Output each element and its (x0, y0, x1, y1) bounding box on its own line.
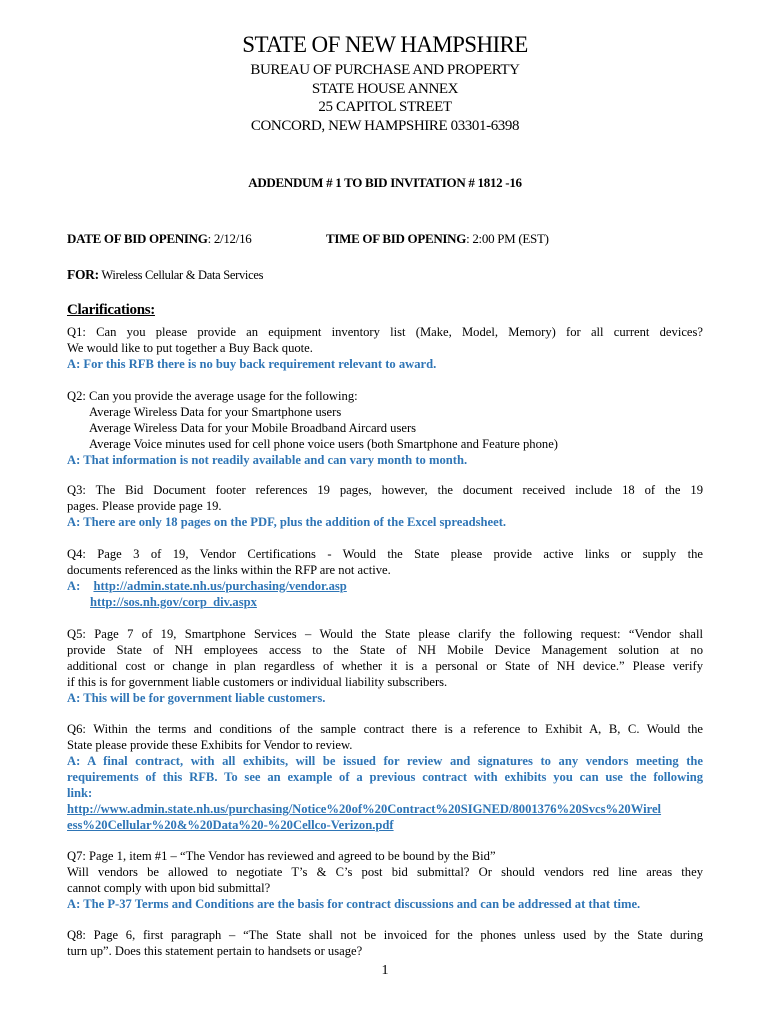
addendum-title: ADDENDUM # 1 TO BID INVITATION # 1812 -16 (248, 175, 522, 190)
contract-link-part-1[interactable]: http://www.admin.state.nh.us/purchasing/Notice%20of%20Contract%20SIGNED/8001376%20Svcs%20Wirel (67, 802, 662, 816)
document-title: STATE OF NEW HAMPSHIRE (242, 32, 528, 57)
answer-text: A: For this RFB there is no buy back requirement relevant to award. (67, 357, 437, 371)
question-text: Q4: Page 3 of 19, Vendor Certifications - Would the State please provide active links or supply the (67, 547, 703, 561)
annex-line: STATE HOUSE ANNEX (311, 81, 459, 97)
answer-text: A: That information is not readily available and can vary month to month. (67, 453, 468, 467)
question-text: documents referenced as the links within the RFP are not active. (67, 563, 391, 577)
question-7 (67, 848, 703, 912)
for-line (67, 267, 263, 283)
corp-div-link[interactable]: http://sos.nh.gov/corp_div.aspx (90, 595, 257, 609)
question-text: if this is for government liable customers or individual liability subscribers. (67, 675, 448, 689)
page-number: 1 (381, 963, 389, 978)
question-text: cannot comply with upon bid submittal? (67, 881, 271, 895)
question-text: Q3: The Bid Document footer references 19 pages, however, the document received include 18 of the 19 (67, 483, 703, 497)
question-text: Q2: Can you provide the average usage for the following: (67, 389, 358, 403)
question-text: pages. Please provide page 19. (67, 499, 222, 513)
for-value: Wireless Cellular & Data Services (98, 268, 264, 282)
bid-opening-date (67, 231, 251, 247)
bureau-line: BUREAU OF PURCHASE AND PROPERTY (250, 62, 520, 78)
question-text: Will vendors be allowed to negotiate T’s & C’s post bid submittal? Or should vendors red line areas they (67, 865, 703, 879)
question-text: Q6: Within the terms and conditions of the sample contract there is a reference to Exhibit A, B, C. Would the (67, 722, 703, 736)
list-item: Average Wireless Data for your Mobile Broadband Aircard users (89, 421, 417, 435)
question-text: Q8: Page 6, first paragraph – “The State shall not be invoiced for the phones unless used by the State during (67, 928, 703, 942)
vendor-link[interactable]: http://admin.state.nh.us/purchasing/vendor.asp (93, 579, 347, 593)
answer-text: link: (67, 786, 93, 800)
contract-link-part-2[interactable]: ess%20Cellular%20&%20Data%20-%20Cellco-Verizon.pdf (67, 818, 394, 832)
question-4 (67, 546, 703, 610)
answer-links (67, 578, 703, 594)
question-text: We would like to put together a Buy Back quote. (67, 341, 313, 355)
bid-opening-date-label: DATE OF BID OPENING (67, 231, 208, 246)
question-text: Q7: Page 1, item #1 – “The Vendor has reviewed and agreed to be bound by the Bid” (67, 849, 496, 863)
question-1 (67, 324, 703, 372)
question-2 (67, 388, 703, 468)
answer-prefix: A: (67, 579, 81, 593)
question-text: turn up”. Does this statement pertain to handsets or usage? (67, 944, 363, 958)
question-6 (67, 721, 703, 833)
contract-link[interactable] (67, 817, 703, 833)
contract-link[interactable] (67, 801, 703, 817)
question-text: Q1: Can you please provide an equipment inventory list (Make, Model, Memory) for all current devices? (67, 325, 703, 339)
question-5 (67, 626, 703, 706)
bid-opening-time-value: : 2:00 PM (EST) (466, 231, 549, 246)
list-item: Average Wireless Data for your Smartphone users (89, 405, 342, 419)
answer-text: requirements of this RFB. To see an example of a previous contract with exhibits you can use the following (67, 770, 703, 784)
question-8 (67, 927, 703, 959)
question-text: provide State of NH employees access to the State of NH Mobile Device Management solution at no (67, 643, 703, 657)
answer-text: A: This will be for government liable customers. (67, 691, 326, 705)
city-line: CONCORD, NEW HAMPSHIRE 03301-6398 (250, 118, 520, 134)
answer-text: A: A final contract, with all exhibits, will be issued for review and signatures to any vendors meeting the (67, 754, 703, 768)
answer-links (67, 594, 703, 610)
question-text: Q5: Page 7 of 19, Smartphone Services – Would the State please clarify the following request: “Vendor shall (67, 627, 703, 641)
question-3 (67, 482, 703, 530)
for-label: FOR: (67, 267, 99, 282)
question-text: State please provide these Exhibits for Vendor to review. (67, 738, 353, 752)
clarifications-heading: Clarifications: (67, 302, 155, 318)
answer-text: A: The P-37 Terms and Conditions are the basis for contract discussions and can be addressed at that time. (67, 897, 641, 911)
street-line: 25 CAPITOL STREET (318, 99, 452, 115)
list-item: Average Voice minutes used for cell phone voice users (both Smartphone and Feature phone) (89, 437, 558, 451)
question-text: additional cost or change in plan regardless of whether it is a personal or State of NH device.” Please verify (67, 659, 703, 673)
bid-opening-time-label: TIME OF BID OPENING (326, 231, 467, 246)
bid-opening-time (326, 231, 549, 247)
answer-text: A: There are only 18 pages on the PDF, plus the addition of the Excel spreadsheet. (67, 515, 507, 529)
bid-opening-date-value: : 2/12/16 (207, 231, 252, 246)
